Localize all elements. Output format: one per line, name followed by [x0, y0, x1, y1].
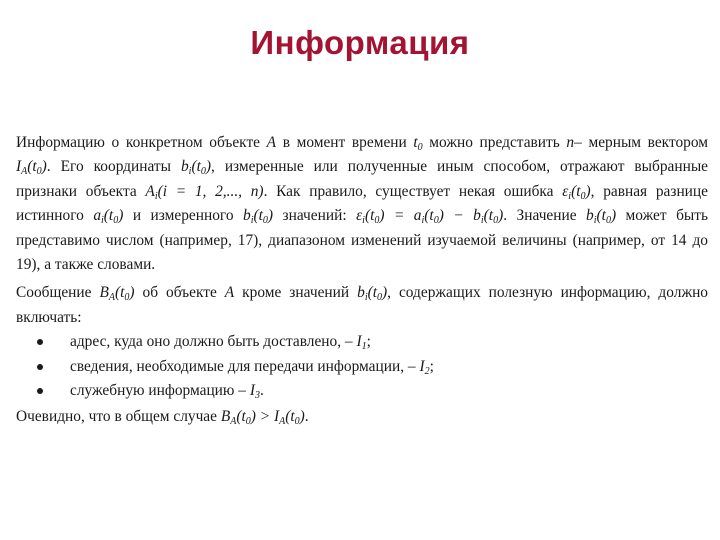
- math: $B_A(t_0)$: [99, 284, 135, 304]
- bullet-icon: [37, 364, 43, 370]
- text: , измеренные или полученные иным способом, отражают выбранные признаки объекта: [16, 158, 709, 200]
- bullet-icon: [37, 388, 43, 394]
- text: , равная разнице истинного: [16, 182, 708, 225]
- text: может быть представимо числом (например, 17), диапазоном изменений изучаемой величины (например, от 14 до 19), а также словами.: [16, 207, 708, 274]
- text: в момент времени: [276, 134, 414, 151]
- slide-content: [16, 131, 708, 430]
- math: A: [266, 134, 277, 151]
- text: можно представить: [422, 134, 567, 151]
- math: $b_i(t_0)$: [180, 158, 211, 178]
- text: и измеренного: [123, 207, 243, 225]
- list-item: сведения, необходимые для передачи информации, – $I_2$;: [16, 355, 708, 379]
- text: значений:: [273, 207, 357, 225]
- bullet-icon: [37, 339, 43, 345]
- paragraph-2: [16, 281, 708, 330]
- math: $B_A(t_0) > I_A(t_0)$: [220, 408, 305, 428]
- math: $b_i(t_0)$: [243, 207, 274, 227]
- math: $b_i(t_0)$: [357, 284, 388, 304]
- math: $I_1$: [356, 333, 367, 353]
- page-title: Информация: [250, 24, 470, 61]
- math: $I_3$: [249, 382, 260, 402]
- text: Информацию о конкретном объекте: [16, 134, 267, 151]
- text: .: [304, 408, 309, 426]
- math: $t_0$: [413, 134, 423, 153]
- list-item: адрес, куда оно должно быть доставлено, – $I_1$;: [16, 330, 708, 354]
- text: Сообщение: [16, 284, 100, 302]
- math: $I_2$: [419, 357, 430, 377]
- math: $\varepsilon_i(t_0) = a_i(t_0) - b_i(t_0)$: [356, 207, 504, 227]
- text: Очевидно, что в общем случае: [16, 408, 221, 426]
- text: кроме значений: [234, 284, 358, 302]
- math: A: [224, 284, 235, 302]
- paragraph-3: [16, 405, 708, 429]
- bullet-list: [16, 330, 708, 403]
- text: . Значение: [503, 207, 587, 225]
- math: $I_A(t_0)$: [16, 158, 47, 178]
- text: об объекте: [134, 284, 225, 302]
- paragraph-1: [16, 131, 708, 277]
- text: , содержащих полезную информацию, должно включать:: [16, 284, 709, 326]
- math: $a_i(t_0)$: [93, 207, 124, 227]
- text: . Как правило, существует некая ошибка: [263, 182, 563, 200]
- list-item: служебную информацию – $I_3$.: [16, 379, 708, 403]
- math: $\varepsilon_i(t_0)$: [562, 182, 591, 202]
- text: – мерным вектором: [574, 134, 709, 151]
- math: $b_i(t_0)$: [586, 207, 617, 227]
- text: . Его координаты: [46, 158, 181, 176]
- math: $A_i(i = 1$, 2,..., n): [145, 182, 264, 202]
- math: n: [566, 134, 575, 151]
